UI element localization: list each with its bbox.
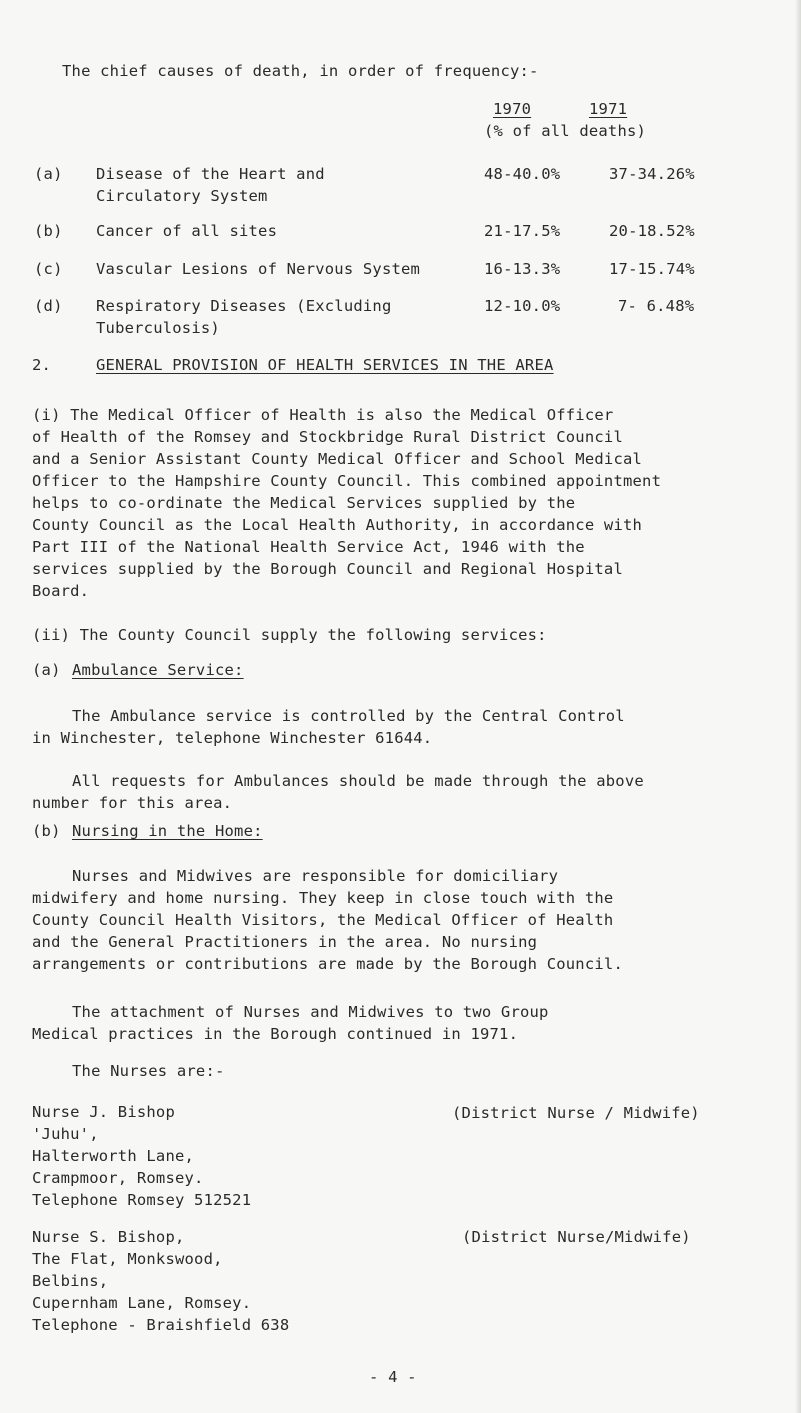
sub-b-heading: Nursing in the Home:: [72, 822, 263, 840]
row-label: (d): [34, 297, 63, 315]
row-cause-cont: Tuberculosis): [96, 319, 220, 337]
nurse-entry-1: Nurse J. Bishop 'Juhu', Halterworth Lane, Crampmoor, Romsey. Telephone Romsey 512521: [32, 1103, 252, 1209]
row-cause-cont: Circulatory System: [96, 187, 268, 205]
paragraph-ii: (ii) The County Council supply the following services:: [32, 626, 547, 644]
ambulance-paragraph-1: The Ambulance service is controlled by the Central Control in Winchester, telephone Winchester 61644.: [32, 707, 625, 747]
section-number: 2.: [32, 356, 52, 374]
row-cause: Cancer of all sites: [96, 222, 278, 240]
row-value-1970: 12-10.0%: [484, 297, 561, 315]
row-cause: Respiratory Diseases (Excluding: [96, 297, 392, 315]
page-number: - 4 -: [369, 1368, 417, 1386]
nursing-paragraph-2: The attachment of Nurses and Midwives to two Group Medical practices in the Borough continued in 1971.: [32, 1003, 549, 1043]
sub-a-heading: Ambulance Service:: [72, 661, 244, 679]
page-edge-shadow: [795, 0, 801, 1413]
nurse-role-2: (District Nurse/Midwife): [462, 1228, 691, 1246]
row-value-1971: 37-34.26%: [609, 165, 695, 183]
paragraph-i: (i) The Medical Officer of Health is also the Medical Officer of Health of the Romsey and Stockbridge Rural District Council and a Senior Assistant County Medical Officer and School Medical Officer to the Hampshire County Council. This combined appointment helps to co-ordinate the Medical Services supplied by the County Council as the Local Health Authority, in accordance with Part III of the National Health Service Act, 1946 with the services supplied by the Borough Council and Regional Hospital Board.: [32, 406, 662, 600]
column-header-1970: 1970: [493, 100, 532, 118]
row-label: (b): [34, 222, 63, 240]
row-label: (c): [34, 260, 63, 278]
nurse-role-1: (District Nurse / Midwife): [452, 1104, 700, 1122]
row-label: (a): [34, 165, 63, 183]
row-cause: Disease of the Heart and: [96, 165, 325, 183]
row-value-1971: 20-18.52%: [609, 222, 695, 240]
sub-b-label: (b): [32, 822, 61, 840]
column-header-1971: 1971: [589, 100, 628, 118]
nurses-intro: The Nurses are:-: [72, 1062, 225, 1080]
row-value-1970: 21-17.5%: [484, 222, 561, 240]
row-value-1971: 17-15.74%: [609, 260, 695, 278]
intro-text: The chief causes of death, in order of frequency:-: [62, 62, 539, 80]
row-value-1970: 48-40.0%: [484, 165, 561, 183]
section-heading: GENERAL PROVISION OF HEALTH SERVICES IN THE AREA: [96, 356, 554, 374]
row-value-1971: 7- 6.48%: [618, 297, 695, 315]
nurse-entry-2: Nurse S. Bishop, The Flat, Monkswood, Belbins, Cupernham Lane, Romsey. Telephone - Braishfield 638: [32, 1228, 290, 1334]
ambulance-paragraph-2: All requests for Ambulances should be made through the above number for this area.: [32, 772, 644, 812]
column-subheader: (% of all deaths): [484, 122, 647, 140]
row-cause: Vascular Lesions of Nervous System: [96, 260, 421, 278]
row-value-1970: 16-13.3%: [484, 260, 561, 278]
sub-a-label: (a): [32, 661, 61, 679]
nursing-paragraph-1: Nurses and Midwives are responsible for domiciliary midwifery and home nursing. They keep in close touch with the County Council Health Visitors, the Medical Officer of Health and the General Practitioners in the area. No nursing arrangements or contributions are made by the Borough Council.: [32, 867, 623, 973]
